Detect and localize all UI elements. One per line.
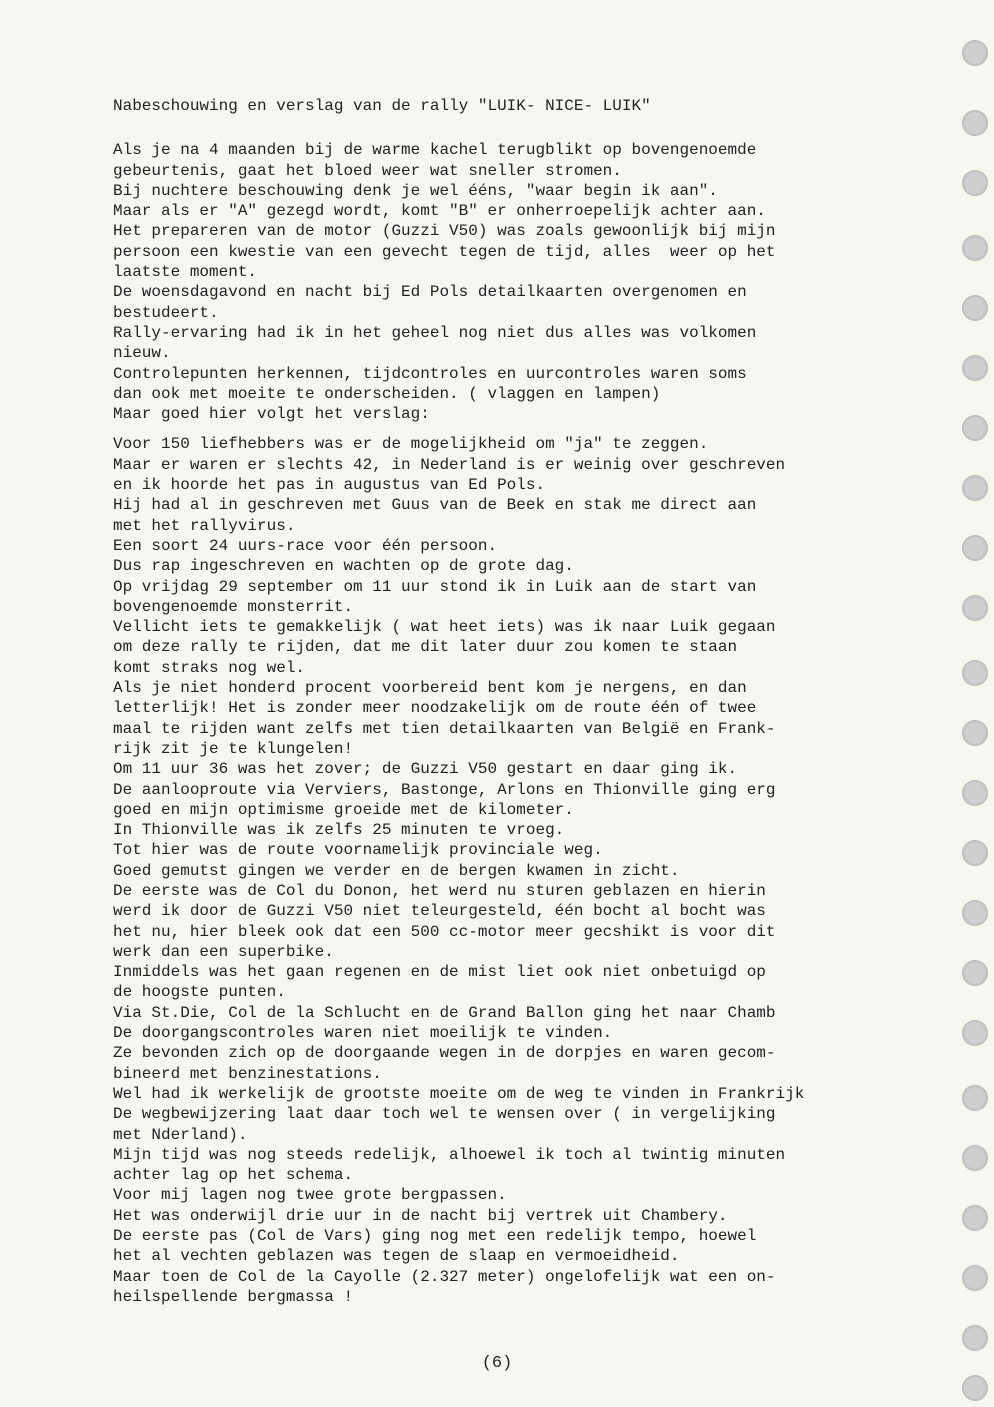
punch-hole [962,415,988,441]
text-line: Het prepareren van de motor (Guzzi V50) was zoals gewoonlijk bij mijn [113,222,776,241]
text-line: bovengenoemde monsterrit. [113,597,354,616]
text-line: en ik hoorde het pas in augustus van Ed Pols. [113,476,546,495]
text-line: gebeurtenis, gaat het bloed weer wat sneller stromen. [113,161,622,180]
text-line: komt straks nog wel. [113,658,306,677]
text-line: Goed gemutst gingen we verder en de bergen kwamen in zicht. [113,861,680,880]
punch-hole [962,660,988,686]
text-line: met Nderland). [113,1125,248,1144]
text-line: Maar er waren er slechts 42, in Nederland is er weinig over geschreven [113,455,786,474]
text-line: De eerste was de Col du Donon, het werd nu sturen geblazen en hierin [113,881,766,900]
text-line: Hij had al in geschreven met Guus van de Beek en stak me direct aan [113,496,757,515]
punch-hole [962,900,988,926]
text-line: Controlepunten herkennen, tijdcontroles en uurcontroles waren soms [113,364,747,383]
text-line: De wegbewijzering laat daar toch wel te wensen over ( in vergelijking [113,1105,776,1124]
text-line: Voor mij lagen nog twee grote bergpassen. [113,1186,507,1205]
punch-hole [962,1375,988,1401]
text-line: Dus rap ingeschreven en wachten op de grote dag. [113,557,574,576]
text-line: In Thionville was ik zelfs 25 minuten te vroeg. [113,821,565,840]
punch-hole [962,110,988,136]
text-line: Bij nuchtere beschouwing denk je wel ééns, "waar begin ik aan". [113,181,718,200]
punch-hole [962,1325,988,1351]
punch-hole [962,840,988,866]
text-line: letterlijk! Het is zonder meer noodzakelijk om de route één of twee [113,699,757,718]
paragraph-intro [113,140,963,424]
text-line: Inmiddels was het gaan regenen en de mist liet ook niet onbetuigd op [113,963,766,982]
text-line: goed en mijn optimisme groeide met de kilometer. [113,800,574,819]
text-line: Tot hier was de route voornamelijk provinciale weg. [113,841,603,860]
punch-hole [962,235,988,261]
text-line: Wel had ik werkelijk de grootste moeite om de weg te vinden in Frankrijk [113,1084,805,1103]
text-line: met het rallyvirus. [113,516,296,535]
text-line: Mijn tijd was nog steeds redelijk, alhoewel ik toch al twintig minuten [113,1145,786,1164]
text-line: om deze rally te rijden, dat me dit later duur zou komen te staan [113,638,738,657]
text-line: de hoogste punten. [113,983,286,1002]
text-line: De eerste pas (Col de Vars) ging nog met een redelijk tempo, hoewel [113,1227,757,1246]
text-line: Op vrijdag 29 september om 11 uur stond ik in Luik aan de start van [113,577,757,596]
text-line: werk dan een superbike. [113,942,334,961]
punch-hole [962,355,988,381]
punch-hole [962,1265,988,1291]
punch-hole [962,720,988,746]
text-line: maal te rijden want zelfs met tien detailkaarten van België en Frank- [113,719,776,738]
text-line: Als je niet honderd procent voorbereid bent kom je nergens, en dan [113,679,747,698]
paragraph-gap [113,424,963,434]
punch-hole [962,595,988,621]
text-line: Als je na 4 maanden bij de warme kachel terugblikt op bovengenoemde [113,141,757,160]
text-line: Maar toen de Col de la Cayolle (2.327 meter) ongelofelijk wat een on- [113,1267,776,1286]
text-line: Ze bevonden zich op de doorgaande wegen in de dorpjes en waren gecom- [113,1044,776,1063]
text-line: Maar goed hier volgt het verslag: [113,405,430,424]
text-line: laatste moment. [113,263,258,282]
text-line: bestudeert. [113,303,219,322]
text-line: Een soort 24 uurs-race voor één persoon. [113,536,498,555]
punch-hole [962,1145,988,1171]
punch-hole [962,535,988,561]
text-line: Maar als er "A" gezegd wordt, komt "B" er onherroepelijk achter aan. [113,202,766,221]
text-line: Via St.Die, Col de la Schlucht en de Grand Ballon ging het naar Chamb [113,1003,776,1022]
punch-hole [962,1085,988,1111]
punch-hole [962,780,988,806]
text-line: dan ook met moeite te onderscheiden. ( vlaggen en lampen) [113,384,661,403]
text-line: De woensdagavond en nacht bij Ed Pols detailkaarten overgenomen en [113,283,747,302]
punch-hole [962,40,988,66]
paragraph-report [113,434,963,1307]
text-line: rijk zit je te klungelen! [113,739,354,758]
text-line: De aanlooproute via Verviers, Bastonge, Arlons en Thionville ging erg [113,780,776,799]
text-line: Om 11 uur 36 was het zover; de Guzzi V50 gestart en daar ging ik. [113,760,738,779]
text-line: Voor 150 liefhebbers was er de mogelijkheid om "ja" te zeggen. [113,435,709,454]
page-number: (6) [481,1354,513,1373]
text-line: nieuw. [113,344,171,363]
punch-hole [962,960,988,986]
text-line: bineerd met benzinestations. [113,1064,382,1083]
text-line: het al vechten geblazen was tegen de slaap en vermoeidheid. [113,1247,680,1266]
punch-hole [962,295,988,321]
text-line: Het was onderwijl drie uur in de nacht bij vertrek uit Chambery. [113,1206,728,1225]
text-line: Rally-ervaring had ik in het geheel nog niet dus alles was volkomen [113,323,757,342]
document-body [113,96,963,1307]
text-line: werd ik door de Guzzi V50 niet teleurgesteld, één bocht al bocht was [113,902,766,921]
punch-hole [962,1205,988,1231]
punch-hole [962,170,988,196]
punch-hole [962,1020,988,1046]
punch-hole [962,475,988,501]
text-line: De doorgangscontroles waren niet moeilijk te vinden. [113,1024,613,1043]
text-line: Vellicht iets te gemakkelijk ( wat heet iets) was ik naar Luik gegaan [113,618,776,637]
text-line: heilspellende bergmassa ! [113,1287,354,1306]
text-line: achter lag op het schema. [113,1166,354,1185]
text-line: het nu, hier bleek ook dat een 500 cc-motor meer gecshikt is voor dit [113,922,776,941]
document-title: Nabeschouwing en verslag van de rally "LUIK- NICE- LUIK" [113,97,651,115]
text-line: persoon een kwestie van een gevecht tegen de tijd, alles weer op het [113,242,776,261]
